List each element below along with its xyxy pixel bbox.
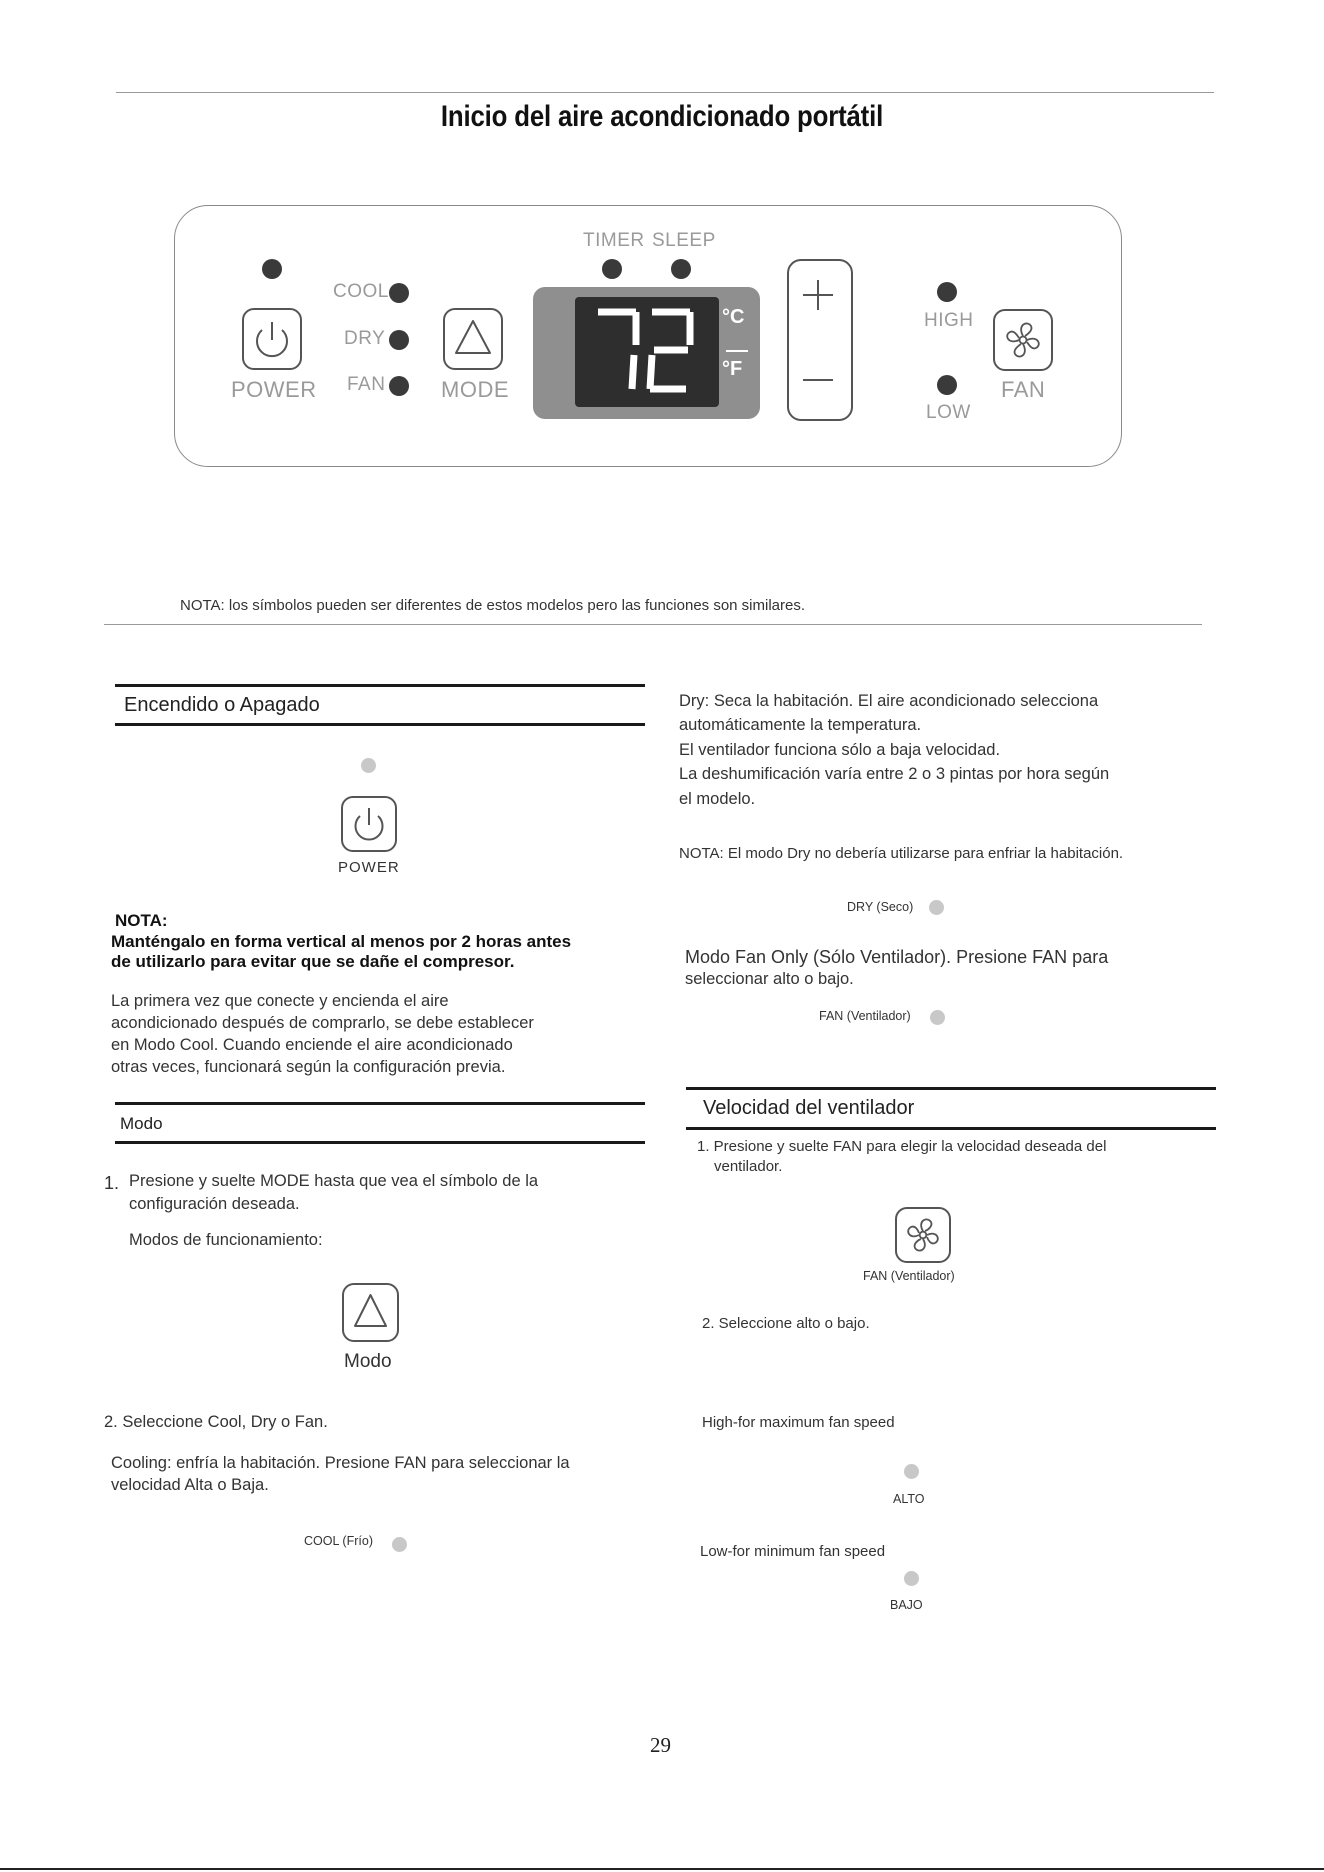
power-caption: POWER (338, 859, 400, 876)
cool-label: COOL (333, 281, 389, 302)
speed-section-heading: Velocidad del ventilador (703, 1097, 915, 1119)
high-speed-description: High-for maximum fan speed (702, 1414, 895, 1431)
fan-mode-led (389, 376, 409, 396)
power-icon (343, 798, 395, 850)
fan-button-illustration (895, 1207, 951, 1263)
unit-divider (726, 350, 748, 352)
mode-section-heading: Modo (120, 1114, 163, 1133)
modes-label: Modos de funcionamiento: (129, 1231, 323, 1249)
mode-step-1-line-1: Presione y suelte MODE hasta que vea el símbolo de la (129, 1172, 539, 1190)
display-value (0, 0, 1, 1)
mode-section-top-rule (115, 1102, 645, 1105)
first-use-line-1: La primera vez que conecte y encienda el aire (111, 992, 449, 1010)
speed-step-1-line-1: 1. Presione y suelte FAN para elegir la velocidad deseada del (697, 1138, 1107, 1155)
nota-heading: NOTA: (115, 911, 168, 930)
dry-note: NOTA: El modo Dry no debería utilizarse para enfriar la habitación. (679, 845, 1124, 862)
dry-line-4: La deshumificación varía entre 2 o 3 pintas por hora según (679, 765, 1110, 783)
power-indicator-led (262, 259, 282, 279)
high-led-illustration (904, 1464, 919, 1479)
timer-led (602, 259, 622, 279)
mode-button[interactable] (443, 308, 503, 370)
power-button[interactable] (242, 308, 302, 370)
speed-section-bottom-rule (686, 1127, 1216, 1130)
mode-button-illustration (342, 1283, 399, 1342)
mode-step-1-number: 1. (104, 1173, 120, 1193)
triangle-icon (445, 310, 501, 368)
mode-label: MODE (441, 377, 509, 402)
fan-icon-caption: FAN (Ventilador) (863, 1269, 955, 1283)
cool-led (389, 283, 409, 303)
sleep-label: SLEEP (652, 230, 716, 251)
power-led-illustration (361, 758, 376, 773)
dry-led-illustration (929, 900, 944, 915)
speed-step-1-line-2: ventilador. (714, 1158, 783, 1175)
cool-caption: COOL (Frío) (304, 1534, 373, 1548)
speed-step-2: 2. Seleccione alto o bajo. (702, 1315, 870, 1332)
high-label: HIGH (924, 310, 974, 331)
dry-led (389, 330, 409, 350)
plus-icon[interactable] (801, 278, 835, 312)
low-speed-description: Low-for minimum fan speed (700, 1543, 886, 1560)
fan-button[interactable] (993, 309, 1053, 371)
speed-section-top-rule (686, 1087, 1216, 1090)
dry-line-3: El ventilador funciona sólo a baja velocidad. (679, 741, 1001, 759)
power-label: POWER (231, 377, 317, 402)
fan-mode-label: FAN (347, 374, 386, 395)
low-label: LOW (926, 402, 971, 423)
mode-section-bottom-rule (115, 1141, 645, 1144)
seven-segment-digits (590, 307, 702, 395)
nota-line-1: Manténgalo en forma vertical al menos por 2 horas antes (111, 932, 572, 951)
triangle-icon (344, 1285, 397, 1340)
fan-icon (995, 311, 1051, 369)
fan-led-illustration (930, 1010, 945, 1025)
fan-icon (897, 1209, 949, 1261)
low-led-illustration (904, 1571, 919, 1586)
alto-label: ALTO (893, 1492, 925, 1506)
timer-label: TIMER (583, 230, 645, 251)
fahrenheit-unit: °F (722, 358, 743, 380)
dry-label: DRY (344, 328, 386, 349)
low-speed-led (937, 375, 957, 395)
cooling-line-1: Cooling: enfría la habitación. Presione FAN para seleccionar la (111, 1454, 570, 1472)
fan-only-line-2: seleccionar alto o bajo. (685, 970, 854, 988)
fan-only-line-1: Modo Fan Only (Sólo Ventilador). Presione FAN para (685, 947, 1109, 967)
power-icon (244, 310, 300, 368)
dry-caption: DRY (Seco) (847, 900, 914, 914)
page-title: Inicio del aire acondicionado portátil (440, 100, 884, 133)
power-section-bottom-rule (115, 723, 645, 726)
bajo-label: BAJO (890, 1598, 923, 1612)
dry-line-5: el modelo. (679, 790, 756, 808)
cooling-line-2: velocidad Alta o Baja. (111, 1476, 269, 1494)
symbols-note: NOTA: los símbolos pueden ser diferentes de estos modelos pero las funciones son similares. (180, 597, 806, 614)
minus-icon[interactable] (801, 363, 835, 397)
sleep-led (671, 259, 691, 279)
high-speed-led (937, 282, 957, 302)
fan-caption: FAN (Ventilador) (819, 1009, 911, 1023)
dry-line-1: Dry: Seca la habitación. El aire acondicionado selecciona (679, 692, 1099, 710)
power-section-top-rule (115, 684, 645, 687)
header-rule (116, 92, 1214, 93)
mode-step-2: 2. Seleccione Cool, Dry o Fan. (104, 1413, 328, 1431)
power-button-illustration (341, 796, 397, 852)
first-use-line-2: acondicionado después de comprarlo, se debe establecer (111, 1014, 534, 1032)
first-use-line-4: otras veces, funcionará según la configuración previa. (111, 1058, 506, 1076)
bottom-rule (0, 1868, 1324, 1870)
power-section-heading: Encendido o Apagado (124, 694, 320, 716)
mode-caption: Modo (344, 1351, 392, 1372)
celsius-unit: °C (722, 306, 745, 328)
dry-line-2: automáticamente la temperatura. (679, 716, 922, 734)
page-number: 29 (650, 1733, 671, 1757)
nota-line-2: de utilizarlo para evitar que se dañe el compresor. (111, 952, 515, 971)
cool-led-illustration (392, 1537, 407, 1552)
fan-label: FAN (1001, 377, 1046, 402)
mode-step-1-line-2: configuración deseada. (129, 1195, 300, 1213)
first-use-line-3: en Modo Cool. Cuando enciende el aire acondicionado (111, 1036, 513, 1054)
note-rule (104, 624, 1202, 625)
